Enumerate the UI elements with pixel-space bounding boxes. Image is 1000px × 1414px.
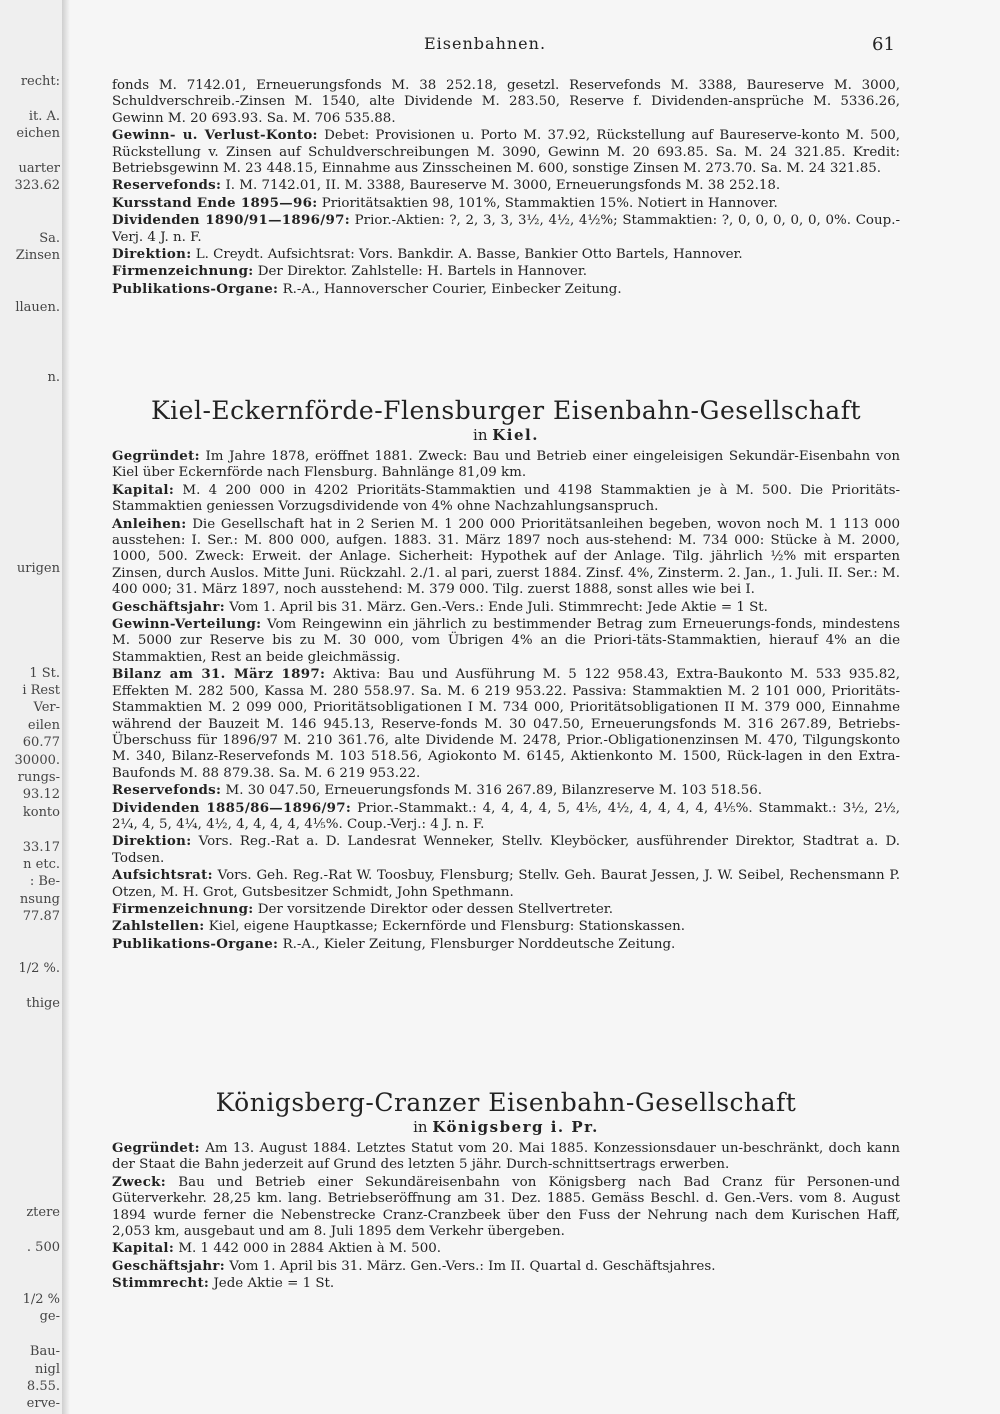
entry-key: Publikations-Organe: [112,935,279,952]
entry [112,918,900,935]
entry-key: Reservefonds: [112,177,222,194]
entry-text: M. 4 200 000 in 4202 Prioritäts-Stammaktien und 4198 Stammaktien je à M. 500. Die Prioritäts-Stammaktien geniessen Vorzugsdividende von 4% ohne Nachzahlungsanspruch. [112,482,900,515]
entry-key: Kapital: [112,1240,175,1257]
margin-fragment: uarter [18,161,60,176]
margin-fragment: llauen. [15,300,60,316]
company-entries-kiel [112,448,900,953]
entry [112,616,900,666]
location-name: Kiel. [492,426,539,444]
margin-fragment: nsung [19,891,60,907]
margin-fragment: rungs- [17,770,60,785]
margin-fragment: thige [26,996,60,1012]
company-location-kiel [112,426,900,444]
entry-key: Direktion: [112,246,192,263]
intro-line: fonds M. 7142.01, Erneuerungsfonds M. 38 252.18, gesetzl. Reservefonds M. 3388, Baureserve M. 3000, Schuldverschreib.-Zinsen M. 1540, alte Dividende M. 283.50, Reserve f. Dividenden-ansprüche M. 5336.26, Gewinn M. 20 693.93. Sa. M. 706 535.88. [112,78,900,126]
margin-fragment: . 500 [26,1239,60,1255]
margin-fragment: 33.17 [22,839,60,855]
margin-fragment: 1 St. [29,665,60,681]
entry [112,127,900,177]
margin-fragment: eilen [27,717,60,733]
entry-text: Vors. Reg.-Rat a. D. Landesrat Wenneker, Stellv. Kleyböcker, ausführender Direktor, Stadtrat a. D. Todsen. [112,834,900,866]
margin-fragment: recht: [20,74,60,89]
margin-fragment: Zinsen [15,248,60,263]
entry-text: Jede Aktie = 1 St. [213,1276,335,1292]
margin-fragment: Ver- [33,700,60,716]
running-header [0,34,1000,58]
entry [112,263,900,280]
entry-key: Dividenden 1890/91—1896/97: [112,212,350,229]
margin-fragment: nigl [34,1361,60,1377]
entry-text: Bau und Betrieb einer Sekundäreisenbahn von Königsberg nach Bad Cranz für Personen-und Güterverkehr. 28,25 km. lang. Betriebseröffnung am 31. Dez. 1885. Gemäss Beschl. d. Gen.-Vers. vom 8. August 1894 wurde ferner die Nebenstrecke Cranz-Cranzbeek über den Fuss der Nehrung nach dem Kurischen Haff, 2,053 km, ausgebaut und am 8. Juli 1895 dem Verkehr übergeben. [112,1174,900,1240]
margin-fragment: 323.62 [14,178,60,194]
margin-fragment: n etc. [23,857,60,872]
entry-text: M. 1 442 000 in 2884 Aktien à M. 500. [178,1241,441,1257]
margin-fragment: eichen [16,126,60,142]
entry-text: Prioritätsaktien 98, 101%, Stammaktien 15%. Notiert in Hannover. [321,195,778,211]
entry [112,782,900,799]
entry [112,246,900,263]
entry-text: Der Direktor. Zahlstelle: H. Bartels in Hannover. [257,264,587,280]
margin-fragment: 77.87 [22,909,60,925]
running-title: Eisenbahnen. [424,34,547,53]
entry [112,666,900,782]
entry [112,599,900,616]
entry [112,1174,900,1241]
entry-key: Geschäftsjahr: [112,1257,225,1274]
entry-text: L. Creydt. Aufsichtsrat: Vors. Bankdir. A. Basse, Bankier Otto Bartels, Hannover. [195,247,743,263]
entry [112,833,900,867]
entry [112,448,900,482]
entry [112,936,900,953]
location-prefix: in [413,1118,428,1136]
margin-fragment: ztere [26,1205,60,1220]
entry-text: R.-A., Kieler Zeitung, Flensburger Norddeutsche Zeitung. [282,936,676,952]
entry-key: Zweck: [112,1173,166,1190]
entry-key: Kapital: [112,481,175,498]
margin-fragment: 8.55. [26,1379,60,1394]
margin-fragment: 60.77 [22,735,60,751]
margin-fragment: 93.12 [22,787,60,803]
margin-fragment: urigen [16,561,60,577]
entry-key: Aufsichtsrat: [112,867,213,884]
entry-key: Geschäftsjahr: [112,598,225,615]
location-name: Königsberg i. Pr. [432,1118,599,1136]
entry [112,482,900,516]
entry [112,212,900,246]
margin-fragment: ge- [39,1309,60,1325]
entry-key: Gegründet: [112,1140,200,1156]
margin-fragment: 30000. [14,752,60,768]
entry [112,1240,900,1257]
entry-key: Anleihen: [112,515,187,532]
margin-fragment: konto [22,804,60,820]
company-title-kiel: Kiel-Eckernförde-Flensburger Eisenbahn-Gesellschaft [150,396,862,425]
entry-text: R.-A., Hannoverscher Courier, Einbecker Zeitung. [282,281,622,297]
margin-fragment: Bau- [29,1344,60,1360]
company-location-koenigsberg [112,1118,900,1136]
intro-entries [112,127,900,298]
entry-text: Vom Reingewinn ein jährlich zu bestimmender Betrag zum Erneuerungs-fonds, mindestens M. 5000 zur Reserve bis zu M. 30 000, vom Übrigen 4% an die Priori-täts-Stammaktien, hierauf 4% an die Stammaktien, Rest an beide gleichmässig. [112,617,900,665]
entry-key: Stimmrecht: [112,1275,210,1292]
entry-key: Bilanz am 31. März 1897: [112,666,326,683]
entry-key: Firmenzeichnung: [112,900,254,917]
entry-text: Debet: Provisionen u. Porto M. 37.92, Rückstellung auf Baureserve-konto M. 500, Rückstellung v. Zinsen auf Schuldverschreibungen M. 3090, Gewinn M. 20 693.85. Sa. M. 24 321.85. Kredit: Betriebsgewinn M. 23 448.15, Einnahme aus Zinsscheinen M. 600, sonstige Zinsen M. 273.70. Sa. M. 24 321.85. [112,128,900,177]
margin-fragment: n. [47,369,60,385]
entry-key: Direktion: [112,833,192,850]
entry-text: M. 30 047.50, Erneuerungsfonds M. 316 267.89, Bilanzreserve M. 103 518.56. [225,783,762,799]
page-gutter-shadow [62,0,70,1414]
margin-fragment: 1/2 %. [18,961,60,977]
entry [112,867,900,901]
entry-text: Im Jahre 1878, eröffnet 1881. Zweck: Bau und Betrieb einer eingeleisigen Sekundär-Eisenbahn von Kiel über Eckernförde nach Flensburg. Bahnlänge 81,09 km. [112,449,900,481]
entry-text: Aktiva: Bau und Ausführung M. 5 122 958.43, Extra-Baukonto M. 533 935.82, Effekten M. 282 500, Kassa M. 280 558.97. Sa. M. 6 219 953.22. Passiva: Stammaktien M. 2 101 000, Prioritäts-Stammaktien M. 2 099 000, Prioritätsobligationen I M. 734 000, Prioritätsobligationen II M. 379 000, Einnahme während der Bauzeit M. 146 945.13, Reserve-fonds M. 30 047.50, Erneuerungsfonds M. 316 267.89, Betriebs-Überschuss für 1896/97 M. 210 361.76, alte Dividende M. 2478, Prior.-Obligationenzinsen M. 470, Tilgungskonto M. 340, Bilanz-Reservefonds M. 103 518.56, Agiokonto M. 6145, Aktienkonto M. 1500, Rück-lagen in den Extra-Baufonds M. 88 879.38. Sa. M. 6 219 953.22. [112,667,900,781]
location-prefix: in [473,426,488,444]
margin-fragment: 1/2 % [22,1292,60,1307]
entry-text: Kiel, eigene Hauptkasse; Eckernförde und Flensburg: Stationskassen. [208,919,685,935]
entry [112,800,900,834]
company-entries-koenigsberg [112,1140,900,1293]
entry-text: Vom 1. April bis 31. März. Gen.-Vers.: Im II. Quartal d. Geschäftsjahres. [229,1258,716,1274]
company-title-koenigsberg: Königsberg-Cranzer Eisenbahn-Gesellschaft [215,1088,797,1117]
entry [112,901,900,918]
margin-fragment: i Rest [22,683,60,698]
entry-text: Am 13. August 1884. Letztes Statut vom 20. Mai 1885. Konzessionsdauer un-beschränkt, doch kann der Staat die Bahn jederzeit auf Grund des letzten 5 jähr. Durch-schnittsertrags erwerben. [112,1141,900,1173]
margin-fragment: : Be- [29,874,60,890]
entry-key: Reservefonds: [112,782,222,799]
entry [112,1140,900,1174]
entry [112,281,900,298]
entry-text: I. M. 7142.01, II. M. 3388, Baureserve M. 3000, Erneuerungsfonds M. 38 252.18. [225,178,781,194]
entry-key: Zahlstellen: [112,918,205,935]
entry [112,516,900,599]
entry-text: Vom 1. April bis 31. März. Gen.-Vers.: Ende Juli. Stimmrecht: Jede Aktie = 1 St. [229,599,768,615]
entry-key: Publikations-Organe: [112,280,279,297]
entry-key: Gegründet: [112,448,200,464]
entry [112,195,900,212]
entry-key: Firmenzeichnung: [112,263,254,280]
intro-block [112,78,900,298]
entry-text: Prior.-Aktien: ?, 2, 3, 3, 3½, 4½, 4½%; Stammaktien: ?, 0, 0, 0, 0, 0, 0%. Coup.-Verj. 4 J. n. F. [112,213,900,245]
entry-text: Der vorsitzende Direktor oder dessen Stellvertreter. [257,901,613,917]
entry [112,177,900,194]
entry-key: Dividenden 1885/86—1896/97: [112,799,352,816]
entry-text: Prior.-Stammakt.: 4, 4, 4, 4, 5, 4⅕, 4½, 4, 4, 4, 4, 4⅕%. Stammakt.: 3½, 2½, 2¼, 4, 5, 4¼, 4½, 4, 4, 4, 4, 4⅕%. Coup.-Verj.: 4 J. n. F. [112,800,900,832]
entry-text: Vors. Geh. Reg.-Rat W. Toosbuy, Flensburg; Stellv. Geh. Baurat Jessen, J. W. Seibel, Rechensmann P. Otzen, M. H. Grot, Gutsbesitzer Schmidt, John Spethmann. [112,868,900,900]
entry [112,1275,900,1292]
entry-key: Kursstand Ende 1895—96: [112,194,318,211]
entry [112,1258,900,1275]
page-number: 61 [872,34,895,55]
entry-text: Die Gesellschaft hat in 2 Serien M. 1 200 000 Prioritätsanleihen begeben, wovon noch M. 1 113 000 ausstehen: I. Ser.: M. 800 000, aufgen. 1883. 31. März 1897 noch aus-stehend: M. 734 000: Stücke à M. 2000, 1000, 500. Zweck: Erweit. der Anlage. Sicherheit: Hypothek auf der Anlage. Tilg. jährlich ½% mit ersparten Zinsen, durch Auslos. Mitte Juni. Rückzahl. 2./1. al pari, zuerst 1884. Zinsf. 4%, Zinsterm. 2. Jan., 1. Juli. II. Ser.: M. 400 000; 31. März 1897, noch ausstehend: M. 379 000. Tilg. zuerst 1888, sonst alles wie bei I. [112,516,900,598]
entry-key: Gewinn-Verteilung: [112,616,262,633]
entry-key: Gewinn- u. Verlust-Konto: [112,127,318,144]
margin-fragment: it. A. [28,108,60,124]
margin-fragment: Sa. [39,230,60,246]
margin-fragment: erve- [26,1396,60,1412]
